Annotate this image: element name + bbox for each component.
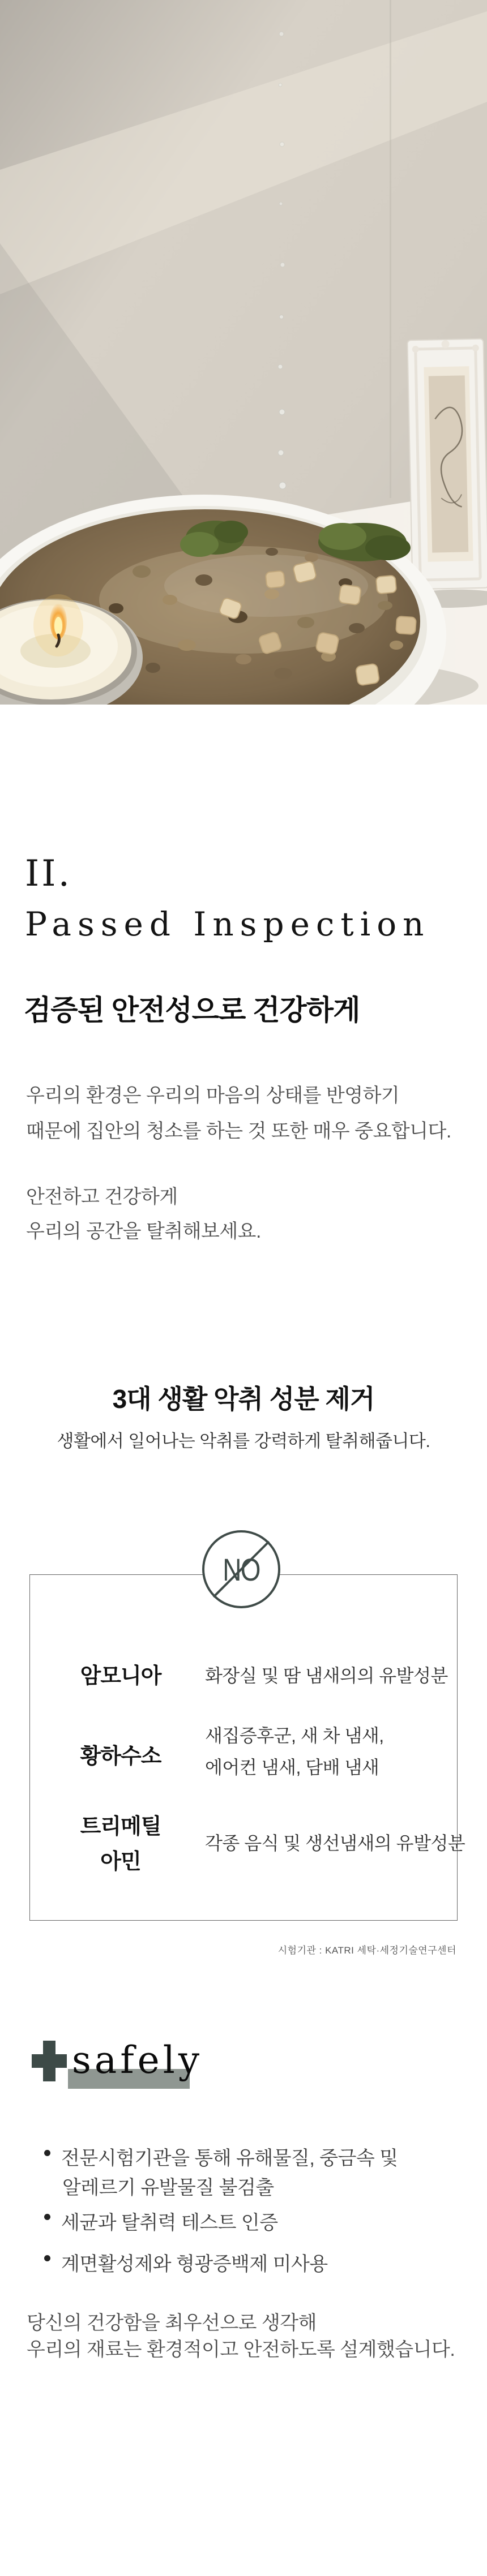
closing-line1: 당신의 건강함을 최우선으로 생각해: [27, 2312, 317, 2334]
bullet-dot: [44, 2255, 50, 2261]
odor-section-subtitle: 생활에서 일어나는 악취를 강력하게 탈취해줍니다.: [57, 1431, 430, 1451]
bullet1-line2: 알레르기 유발물질 불검출: [62, 2177, 274, 2199]
table-row1-desc: 화장실 및 땀 냄새의의 유발성분: [205, 1665, 448, 1686]
intro2-line-1: 안전하고 건강하게: [26, 1186, 178, 1208]
section-title-ko: 검증된 안전성으로 건강하게: [24, 994, 360, 1026]
table-row3-label-line1: 트리메틸: [80, 1815, 161, 1839]
test-agency-caption: 시험기관 : KATRI 세탁·세정기술연구센터: [277, 1945, 456, 1956]
odor-section-title: 3대 생활 악취 성분 제거: [112, 1384, 375, 1414]
closing-line2: 우리의 재료는 환경적이고 안전하도록 설계했습니다.: [27, 2339, 455, 2360]
bullet1-line1: 전문시험기관을 통해 유해물질, 중금속 및: [61, 2148, 398, 2169]
section-title-en: Passed Inspection: [25, 905, 430, 943]
no-prohibition-circle-icon: [202, 1530, 280, 1608]
intro-paragraph-2: [26, 1180, 261, 1249]
hero-photo-illustration: [0, 0, 487, 705]
intro-line-1: 우리의 환경은 우리의 마음의 상태를 반영하기: [26, 1085, 400, 1106]
intro2-line-2: 우리의 공간을 탈취해보세요.: [26, 1221, 261, 1242]
bullet-dot: [44, 2214, 50, 2220]
table-row2-desc-line1: 새집증후군, 새 차 냄새,: [205, 1725, 384, 1746]
section-index: II.: [25, 853, 72, 895]
safely-logo-text: safely: [72, 2038, 203, 2082]
intro-line-2: 때문에 집안의 청소를 하는 것 또한 매우 중요합니다.: [26, 1120, 451, 1142]
no-badge-label: NO: [223, 1551, 260, 1587]
plus-icon-horizontal-bar: [32, 2054, 67, 2068]
table-row1-label: 암모니아: [80, 1664, 161, 1688]
bullet2-text: 세균과 탈취력 테스트 인증: [61, 2212, 278, 2234]
table-row2-label: 황하수소: [80, 1745, 161, 1768]
hero-photo: [0, 0, 487, 705]
intro-paragraph: [26, 1078, 451, 1149]
bullet-dot: [44, 2150, 50, 2156]
table-row3-label-line2: 아민: [100, 1850, 141, 1874]
plus-icon: [32, 2041, 67, 2081]
table-row3-desc: 각종 음식 및 생선냄새의 유발성분: [205, 1833, 465, 1853]
bullet3-text: 계면활성제와 형광증백제 미사용: [61, 2253, 328, 2275]
table-row2-desc-line2: 에어컨 냄새, 담배 냄새: [205, 1757, 379, 1778]
